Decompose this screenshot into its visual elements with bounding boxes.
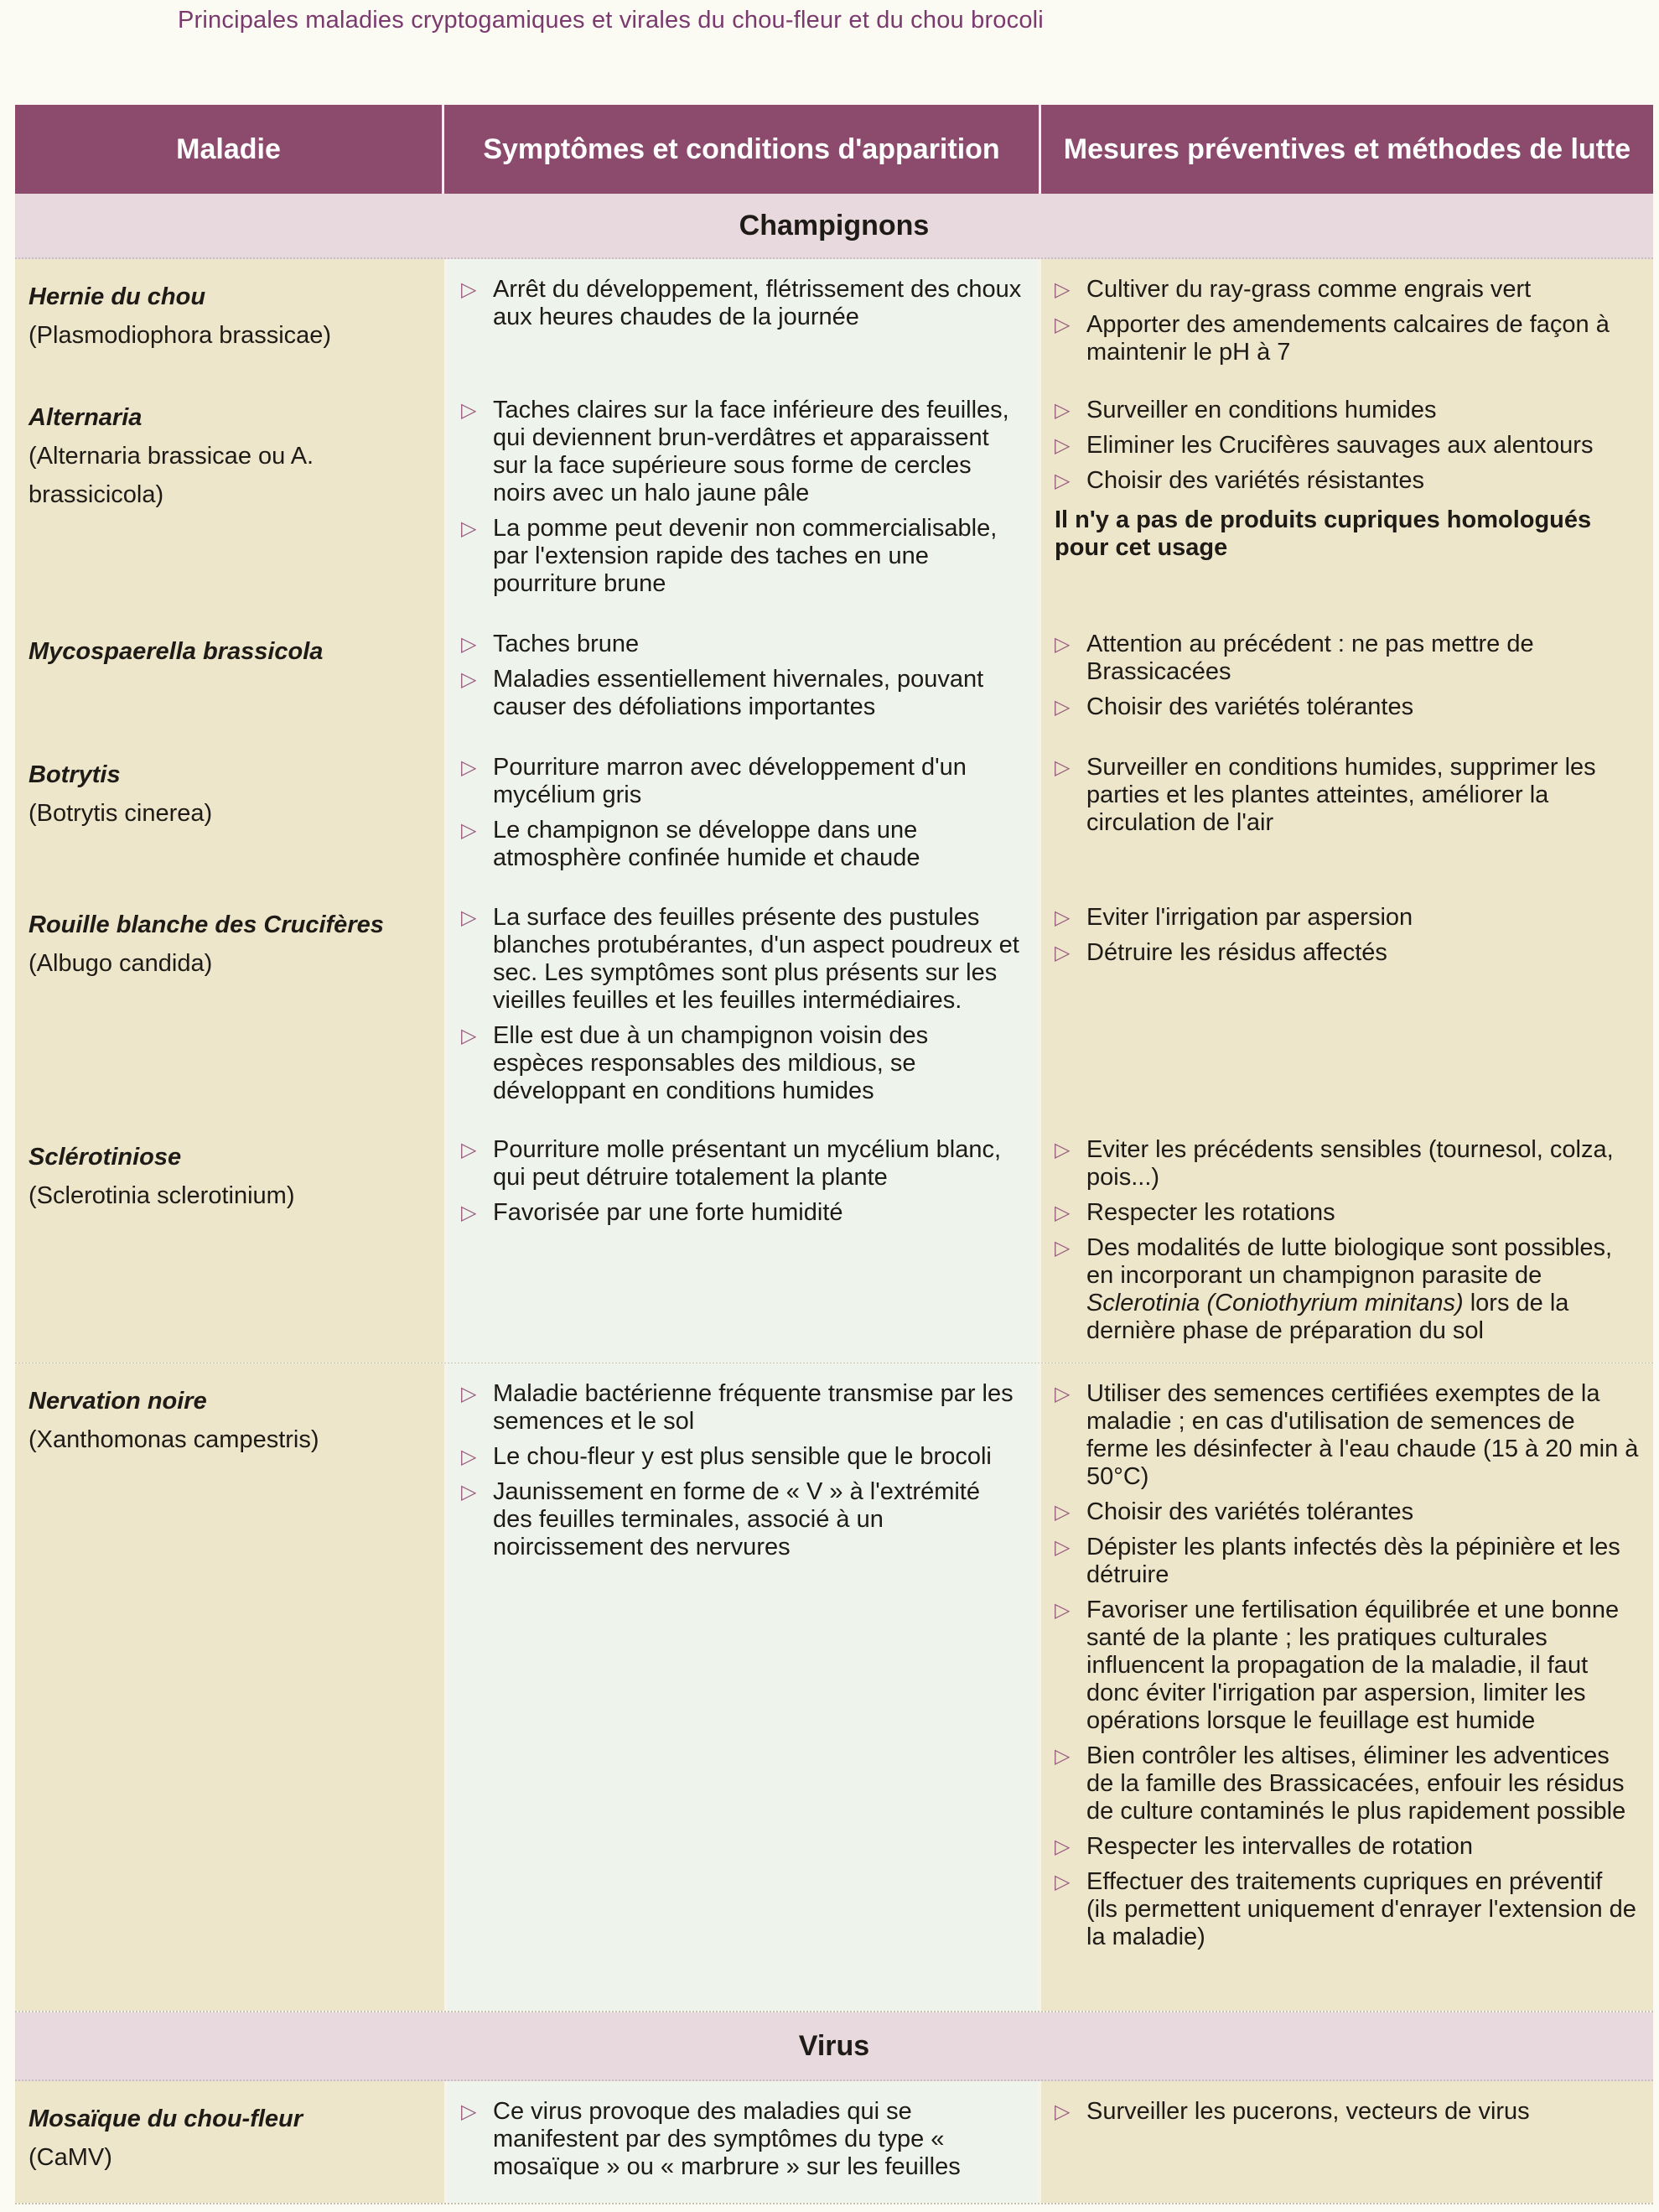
triangle-bullet-icon: ▷ [1055,1237,1071,1259]
triangle-bullet-icon: ▷ [461,1383,477,1405]
disease-latin-name: (Botrytis cinerea) [29,800,213,827]
symptom-item [461,515,1024,598]
measure-item [1055,397,1640,424]
measure-text: Apporter des amendements calcaires de façon à maintenir le pH à 7 [1086,311,1610,366]
symptom-cell [444,1363,1041,2011]
disease-cell [15,1363,444,2011]
measure-text: Eviter les précédents sensibles (tournesol, colza, pois...) [1086,1136,1614,1191]
diseases-table [15,105,1653,2204]
symptom-item [461,2098,1024,2181]
measure-cell [1041,2081,1653,2203]
triangle-bullet-icon: ▷ [1055,314,1071,336]
triangle-bullet-icon: ▷ [1055,1745,1071,1768]
symptom-text: Taches brune [493,631,640,657]
measure-item [1055,2098,1640,2126]
triangle-bullet-icon: ▷ [1055,278,1071,301]
triangle-bullet-icon: ▷ [461,756,477,779]
symptom-text: Arrêt du développement, flétrissement des choux aux heures chaudes de la journée [493,276,1022,330]
disease-name: Botrytis [29,761,121,788]
measure-text: Surveiller en conditions humides, supprimer les parties et les plantes atteintes, améliorer la circulation de l'air [1086,754,1596,836]
disease-cell [15,1119,444,1363]
disease-name: Mycospaerella brassicola [29,638,324,665]
symptom-item [461,1022,1024,1105]
triangle-bullet-icon: ▷ [1055,1871,1071,1893]
triangle-bullet-icon: ▷ [1055,942,1071,964]
triangle-bullet-icon: ▷ [461,399,477,422]
measure-text: Effectuer des traitements cupriques en préventif (ils permettent uniquement d'enrayer l'extension de la maladie) [1086,1868,1636,1950]
measure-text: Respecter les intervalles de rotation [1086,1833,1474,1860]
symptom-item [461,1478,1024,1561]
triangle-bullet-icon: ▷ [1055,1599,1071,1622]
symptom-item [461,397,1024,507]
table-row [15,2081,1653,2204]
triangle-bullet-icon: ▷ [1055,1536,1071,1559]
symptom-item [461,754,1024,809]
symptom-text: Pourriture molle présentant un mycélium blanc, qui peut détruire totalement la plante [493,1136,1002,1191]
symptom-text: Le chou-fleur y est plus sensible que le brocoli [493,1443,992,1470]
symptom-text: Jaunissement en forme de « V » à l'extrémité des feuilles terminales, associé à un noircissement des nervures [493,1478,980,1560]
symptom-cell [444,887,1041,1123]
measure-item [1055,1833,1640,1861]
measure-text: Favoriser une fertilisation équilibrée et une bonne santé de la plante ; les pratiques culturales influencent la propagation de la maladie, il faut donc éviter l'irrigation par aspersion, limiter les opérations lorsque le feuillage est humide [1086,1597,1620,1734]
measure-item [1055,1498,1640,1526]
symptom-text: Pourriture marron avec développement d'un mycélium gris [493,754,967,808]
disease-cell [15,2081,444,2203]
measure-text: Utiliser des semences certifiées exemptes de la maladie ; en cas d'utilisation de semences de ferme les désinfecter à l'eau chaude (15 à 20 min à 50°C) [1086,1380,1639,1490]
measure-item [1055,631,1640,686]
symptom-item [461,817,1024,872]
measure-item [1055,1380,1640,1491]
measure-item [1055,1742,1640,1825]
disease-cell [15,259,444,384]
disease-latin-name: (Alternaria brassicae ou A. brassicicola) [29,443,314,508]
triangle-bullet-icon: ▷ [461,633,477,656]
measure-text: Choisir des variétés tolérantes [1086,1498,1414,1525]
measure-text-run: lors de la dernière phase de préparation du sol [1086,1290,1569,1344]
disease-cell [15,887,444,1123]
measure-cell [1041,737,1653,890]
measure-text: Cultiver du ray-grass comme engrais vert [1086,276,1532,303]
disease-name: Rouille blanche des Crucifères [29,911,384,938]
disease-latin-name: (Plasmodiophora brassicae) [29,322,332,349]
header-symptomes: Symptômes et conditions d'apparition [444,105,1041,194]
triangle-bullet-icon: ▷ [1055,1383,1071,1405]
triangle-bullet-icon: ▷ [1055,906,1071,929]
header-maladie: Maladie [15,105,444,194]
table-row [15,1363,1653,2012]
disease-latin-name: (Xanthomonas campestris) [29,1426,319,1453]
symptom-item [461,276,1024,331]
table-row [15,1119,1653,1363]
symptom-cell [444,259,1041,384]
triangle-bullet-icon: ▷ [1055,434,1071,457]
measure-cell [1041,1363,1653,2011]
triangle-bullet-icon: ▷ [461,906,477,929]
disease-cell [15,380,444,615]
measure-item [1055,276,1640,304]
symptom-item [461,1136,1024,1192]
symptom-text: Maladie bactérienne fréquente transmise par les semences et le sol [493,1380,1014,1435]
disease-latin-name: (Sclerotinia sclerotinium) [29,1182,295,1209]
disease-name: Mosaïque du chou-fleur [29,2106,303,2132]
measure-text-run: Sclerotinia (Coniothyrium minitans) [1086,1290,1464,1316]
measure-text: Respecter les rotations [1086,1199,1335,1226]
symptom-cell [444,1119,1041,1363]
triangle-bullet-icon: ▷ [461,1202,477,1224]
triangle-bullet-icon: ▷ [461,1139,477,1161]
disease-name: Alternaria [29,404,143,431]
measure-text: Dépister les plants infectés dès la pépinière et les détruire [1086,1534,1620,1588]
symptom-item [461,1199,1024,1227]
measure-note: Il n'y a pas de produits cupriques homologués pour cet usage [1055,506,1592,561]
measure-text-run: Des modalités de lutte biologique sont possibles, en incorporant un champignon parasite de [1086,1234,1613,1289]
table-row [15,259,1653,380]
triangle-bullet-icon: ▷ [1055,1501,1071,1524]
triangle-bullet-icon: ▷ [1055,2100,1071,2123]
measure-text: Eviter l'irrigation par aspersion [1086,904,1413,931]
triangle-bullet-icon: ▷ [1055,470,1071,492]
symptom-text: Ce virus provoque des maladies qui se manifestent par des symptômes du type « mosaïque » ou « marbrure » sur les feuilles [493,2098,961,2180]
triangle-bullet-icon: ▷ [1055,1139,1071,1161]
disease-name: Sclérotiniose [29,1144,182,1171]
measure-item [1055,904,1640,932]
measure-text: Bien contrôler les altises, éliminer les adventices de la famille des Brassicacées, enfouir les résidus de culture contaminés le plus rapidement possible [1086,1742,1626,1825]
triangle-bullet-icon: ▷ [461,668,477,691]
disease-latin-name: (Albugo candida) [29,950,213,977]
symptom-text: Le champignon se développe dans une atmosphère confinée humide et chaude [493,817,920,871]
triangle-bullet-icon: ▷ [1055,1836,1071,1858]
triangle-bullet-icon: ▷ [461,819,477,842]
measure-text: Eliminer les Crucifères sauvages aux alentours [1086,432,1594,459]
measure-text: Détruire les résidus affectés [1086,939,1387,966]
header-mesures: Mesures préventives et méthodes de lutte [1063,133,1631,165]
disease-cell [15,614,444,739]
table-row [15,380,1653,614]
symptom-cell [444,2081,1041,2203]
disease-name: Hernie du chou [29,283,206,310]
symptom-item [461,1443,1024,1471]
measure-item [1055,939,1640,967]
measure-cell [1041,1119,1653,1363]
section-row: Champignons [15,194,1653,259]
measure-cell [1041,614,1653,739]
measure-item [1055,432,1640,460]
measure-item [1055,1868,1640,1951]
table-row [15,737,1653,887]
measure-cell [1041,259,1653,384]
triangle-bullet-icon: ▷ [1055,399,1071,422]
symptom-text: Elle est due à un champignon voisin des espèces responsables des mildious, se développant en conditions humides [493,1022,929,1104]
triangle-bullet-icon: ▷ [461,1481,477,1503]
page-title: Principales maladies cryptogamiques et virales du chou-fleur et du chou brocoli [178,7,1044,34]
measure-item [1055,1234,1640,1345]
table-row [15,887,1653,1119]
triangle-bullet-icon: ▷ [1055,633,1071,656]
measure-text: Choisir des variétés résistantes [1086,467,1424,494]
triangle-bullet-icon: ▷ [1055,756,1071,779]
symptom-cell [444,614,1041,739]
symptom-cell [444,737,1041,890]
symptom-text: La pomme peut devenir non commercialisable, par l'extension rapide des taches en une pourriture brune [493,515,998,597]
measure-item [1055,467,1640,495]
symptom-item [461,666,1024,721]
measure-item [1055,1199,1640,1227]
table-row [15,614,1653,737]
triangle-bullet-icon: ▷ [461,1025,477,1047]
measure-item [1055,311,1640,366]
measure-item [1055,1597,1640,1735]
symptom-text: Maladies essentiellement hivernales, pouvant causer des défoliations importantes [493,666,984,720]
symptom-cell [444,380,1041,615]
symptom-item [461,631,1024,658]
measure-text: Choisir des variétés tolérantes [1086,693,1414,720]
measure-item [1055,693,1640,721]
measure-cell [1041,380,1653,615]
table-header [15,105,1653,194]
table-body [15,194,1653,2204]
triangle-bullet-icon: ▷ [1055,1202,1071,1224]
section-row: Virus [15,2012,1653,2081]
triangle-bullet-icon: ▷ [461,1446,477,1468]
measure-item [1055,754,1640,837]
measure-item [1055,1534,1640,1589]
symptom-item [461,1380,1024,1436]
triangle-bullet-icon: ▷ [461,2100,477,2123]
symptom-text: Taches claires sur la face inférieure des feuilles, qui deviennent brun-verdâtres et apparaissent sur la face supérieure sous forme de cercles noirs avec un halo jaune pâle [493,397,1009,506]
measure-text: Surveiller les pucerons, vecteurs de virus [1086,2098,1530,2125]
disease-name: Nervation noire [29,1388,207,1415]
triangle-bullet-icon: ▷ [461,278,477,301]
symptom-text: La surface des feuilles présente des pustules blanches protubérantes, d'un aspect poudreux et sec. Les symptômes sont plus présents sur les vieilles feuilles et les feuilles intermédiaires. [493,904,1019,1014]
disease-latin-name: (CaMV) [29,2144,112,2171]
measure-text: Attention au précédent : ne pas mettre de Brassicacées [1086,631,1534,685]
measure-text: Surveiller en conditions humides [1086,397,1437,423]
disease-cell [15,737,444,890]
symptom-text: Favorisée par une forte humidité [493,1199,843,1226]
triangle-bullet-icon: ▷ [461,517,477,540]
measure-cell [1041,887,1653,1123]
symptom-item [461,904,1024,1015]
triangle-bullet-icon: ▷ [1055,696,1071,719]
measure-item [1055,1136,1640,1192]
